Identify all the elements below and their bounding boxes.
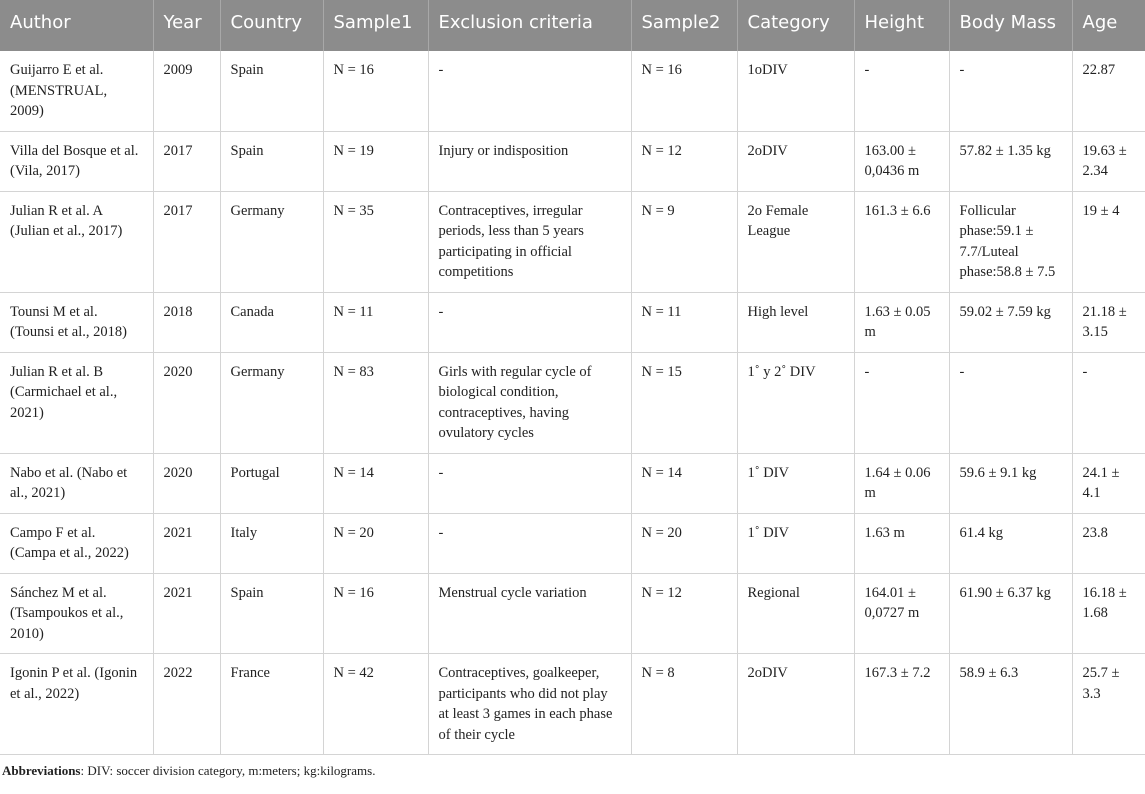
table-cell: N = 8	[631, 654, 737, 755]
table-cell: 2021	[153, 573, 220, 654]
table-cell: 2020	[153, 352, 220, 453]
header-row	[0, 0, 1145, 51]
table-cell: N = 35	[323, 191, 428, 292]
table-cell: Spain	[220, 51, 323, 131]
table-cell: Italy	[220, 513, 323, 573]
table-cell: Canada	[220, 292, 323, 352]
table-cell: 2oDIV	[737, 131, 854, 191]
table-cell: 1.64 ± 0.06 m	[854, 453, 949, 513]
table-cell: Girls with regular cycle of biological condition, contraceptives, having ovulatory cycles	[428, 352, 631, 453]
table-cell: 2017	[153, 131, 220, 191]
table-cell: N = 12	[631, 573, 737, 654]
table-cell: N = 14	[631, 453, 737, 513]
table-row	[0, 51, 1145, 131]
table-cell: France	[220, 654, 323, 755]
table-cell: Julian R et al. A (Julian et al., 2017)	[0, 191, 153, 292]
table-cell: Villa del Bosque et al. (Vila, 2017)	[0, 131, 153, 191]
table-cell: 1˚ DIV	[737, 453, 854, 513]
table-cell: 2009	[153, 51, 220, 131]
table-cell: N = 9	[631, 191, 737, 292]
table-cell: Contraceptives, goalkeeper, participants who did not play at least 3 games in each phase of their cycle	[428, 654, 631, 755]
table-cell: 61.90 ± 6.37 kg	[949, 573, 1072, 654]
table-row	[0, 191, 1145, 292]
table-cell: -	[949, 51, 1072, 131]
table-cell: 2oDIV	[737, 654, 854, 755]
table-row	[0, 573, 1145, 654]
table-cell: -	[1072, 352, 1145, 453]
column-header: Sample2	[631, 0, 737, 51]
table-cell: 167.3 ± 7.2	[854, 654, 949, 755]
table-cell: -	[854, 352, 949, 453]
table-cell: 161.3 ± 6.6	[854, 191, 949, 292]
footnote-text: : DIV: soccer division category, m:meters; kg:kilograms.	[80, 763, 376, 778]
column-header: Year	[153, 0, 220, 51]
table-cell: 21.18 ± 3.15	[1072, 292, 1145, 352]
table-cell: -	[854, 51, 949, 131]
table-cell: 2021	[153, 513, 220, 573]
column-header: Body Mass	[949, 0, 1072, 51]
footnote	[0, 763, 1145, 779]
table-cell: -	[428, 513, 631, 573]
table-cell: N = 11	[631, 292, 737, 352]
table-cell: 25.7 ± 3.3	[1072, 654, 1145, 755]
table-cell: 2018	[153, 292, 220, 352]
table-cell: N = 20	[323, 513, 428, 573]
table-cell: Contraceptives, irregular periods, less than 5 years participating in official competitions	[428, 191, 631, 292]
table-cell: 1˚ y 2˚ DIV	[737, 352, 854, 453]
table-cell: 164.01 ± 0,0727 m	[854, 573, 949, 654]
table-cell: 2022	[153, 654, 220, 755]
table-body	[0, 51, 1145, 755]
table-header	[0, 0, 1145, 51]
table-cell: 1oDIV	[737, 51, 854, 131]
table-cell: 24.1 ± 4.1	[1072, 453, 1145, 513]
table-cell: High level	[737, 292, 854, 352]
table-row	[0, 131, 1145, 191]
table-cell: Nabo et al. (Nabo et al., 2021)	[0, 453, 153, 513]
table-cell: Portugal	[220, 453, 323, 513]
table-cell: N = 16	[323, 51, 428, 131]
table-cell: 2020	[153, 453, 220, 513]
table-cell: N = 16	[631, 51, 737, 131]
footnote-label: Abbreviations	[2, 763, 81, 778]
table-cell: -	[428, 51, 631, 131]
table-cell: N = 15	[631, 352, 737, 453]
table-cell: Sánchez M et al. (Tsampoukos et al., 2010)	[0, 573, 153, 654]
table-cell: 2o Female League	[737, 191, 854, 292]
table-cell: Follicular phase:59.1 ± 7.7/Luteal phase:58.8 ± 7.5	[949, 191, 1072, 292]
table-row	[0, 513, 1145, 573]
table-cell: 61.4 kg	[949, 513, 1072, 573]
table-cell: Germany	[220, 352, 323, 453]
table-cell: Germany	[220, 191, 323, 292]
table-cell: Injury or indisposition	[428, 131, 631, 191]
table-cell: Tounsi M et al. (Tounsi et al., 2018)	[0, 292, 153, 352]
table-cell: Menstrual cycle variation	[428, 573, 631, 654]
table-cell: N = 42	[323, 654, 428, 755]
table-cell: 1.63 ± 0.05 m	[854, 292, 949, 352]
table-cell: 163.00 ± 0,0436 m	[854, 131, 949, 191]
table-cell: 2017	[153, 191, 220, 292]
table-cell: -	[428, 292, 631, 352]
table-row	[0, 292, 1145, 352]
table-cell: Guijarro E et al. (MENSTRUAL, 2009)	[0, 51, 153, 131]
table-cell: N = 20	[631, 513, 737, 573]
table-cell: N = 19	[323, 131, 428, 191]
table-cell: -	[428, 453, 631, 513]
table-cell: Spain	[220, 131, 323, 191]
table-cell: 19.63 ± 2.34	[1072, 131, 1145, 191]
table-cell: N = 12	[631, 131, 737, 191]
table-row	[0, 453, 1145, 513]
table-cell: 59.6 ± 9.1 kg	[949, 453, 1072, 513]
table-cell: 1.63 m	[854, 513, 949, 573]
column-header: Sample1	[323, 0, 428, 51]
table-cell: N = 83	[323, 352, 428, 453]
table-cell: N = 11	[323, 292, 428, 352]
column-header: Age	[1072, 0, 1145, 51]
table-cell: Campo F et al. (Campa et al., 2022)	[0, 513, 153, 573]
table-cell: 22.87	[1072, 51, 1145, 131]
column-header: Country	[220, 0, 323, 51]
table-row	[0, 352, 1145, 453]
table-row	[0, 654, 1145, 755]
table-cell: 19 ± 4	[1072, 191, 1145, 292]
table-cell: N = 16	[323, 573, 428, 654]
table-cell: 57.82 ± 1.35 kg	[949, 131, 1072, 191]
table-cell: Regional	[737, 573, 854, 654]
table-cell: 16.18 ± 1.68	[1072, 573, 1145, 654]
column-header: Exclusion criteria	[428, 0, 631, 51]
table-cell: Spain	[220, 573, 323, 654]
table-cell: Igonin P et al. (Igonin et al., 2022)	[0, 654, 153, 755]
table-cell: 58.9 ± 6.3	[949, 654, 1072, 755]
table-cell: 23.8	[1072, 513, 1145, 573]
column-header: Author	[0, 0, 153, 51]
table-cell: 59.02 ± 7.59 kg	[949, 292, 1072, 352]
column-header: Category	[737, 0, 854, 51]
table-cell: Julian R et al. B (Carmichael et al., 2021)	[0, 352, 153, 453]
column-header: Height	[854, 0, 949, 51]
table-cell: -	[949, 352, 1072, 453]
table-cell: 1˚ DIV	[737, 513, 854, 573]
table-cell: N = 14	[323, 453, 428, 513]
